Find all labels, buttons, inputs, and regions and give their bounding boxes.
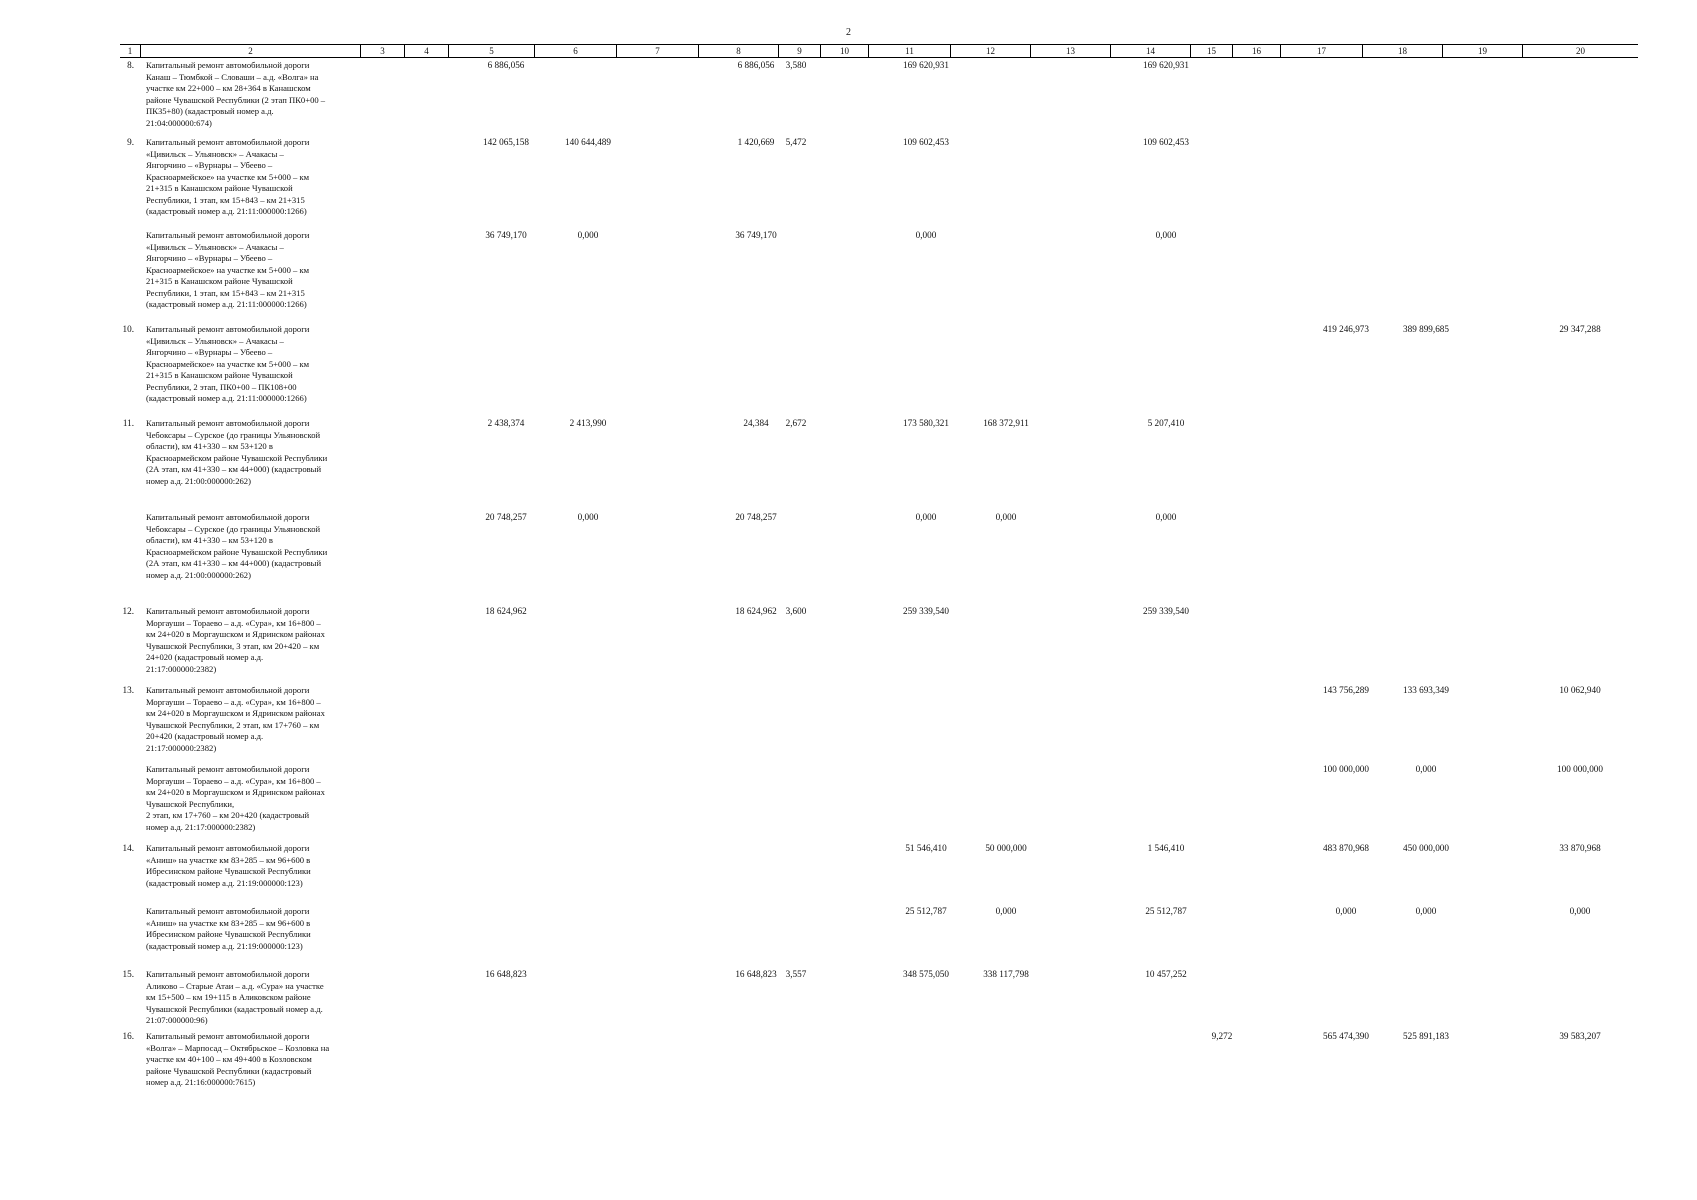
cell-col-8: 36 749,170	[735, 230, 777, 240]
cell-col-8: 20 748,257	[735, 512, 777, 522]
cell-col-11: 259 339,540	[903, 606, 949, 616]
cell-col-8: 24,384	[743, 418, 769, 428]
cell-col-20: 33 870,968	[1559, 843, 1601, 853]
cell-col-12: 0,000	[995, 512, 1017, 522]
cell-col-14: 169 620,931	[1143, 60, 1189, 70]
cell-col-9: 2,672	[785, 418, 807, 428]
cell-col-11: 109 602,453	[903, 137, 949, 147]
column-header: 11	[868, 45, 950, 57]
column-header: 3	[360, 45, 404, 57]
page-number: 2	[846, 27, 851, 38]
cell-col-5: 36 749,170	[485, 230, 527, 240]
cell-col-17: 419 246,973	[1323, 324, 1369, 334]
row-description: Капитальный ремонт автомобильной дороги «Цивильск – Ульяновск» – Ачакасы – Янгорчино – «Вурнары – Убеево – Красноармейское» на участке км 5+000 – км 21+315 в Канашском районе Чувашской Республики, 2 этап, ПК0+00 – ПК108+00 (кадастровый номер а.д. 21:11:000000:1266)	[146, 324, 310, 403]
cell-col-8: 18 624,962	[735, 606, 777, 616]
column-header: 2	[140, 45, 360, 57]
cell-col-8: 1 420,669	[737, 137, 775, 147]
row-description: Капитальный ремонт автомобильной дороги «Цивильск – Ульяновск» – Ачакасы – Янгорчино – «Вурнары – Убеево – Красноармейское» на участке км 5+000 – км 21+315 в Канашском районе Чувашской Республики, 1 этап, км 15+843 – км 21+315 (кадастровый номер а.д. 21:11:000000:1266)	[146, 230, 310, 309]
column-header: 9	[778, 45, 820, 57]
cell-col-6: 2 413,990	[569, 418, 607, 428]
cell-col-6: 0,000	[577, 512, 599, 522]
column-header: 8	[698, 45, 778, 57]
cell-col-20: 29 347,288	[1559, 324, 1601, 334]
cell-col-11: 348 575,050	[903, 969, 949, 979]
column-header: 18	[1362, 45, 1442, 57]
cell-col-18: 0,000	[1415, 906, 1437, 916]
cell-col-20: 10 062,940	[1559, 685, 1601, 695]
cell-col-5: 16 648,823	[485, 969, 527, 979]
row-description: Капитальный ремонт автомобильной дороги Чебоксары – Сурское (до границы Ульяновской области), км 41+330 – км 53+120 в Красноармейском районе Чувашской Республики (2А этап, км 41+330 – км 44+000) (кадастровый номер а.д. 21:00:000000:262)	[146, 418, 328, 486]
column-header: 5	[448, 45, 534, 57]
column-header: 4	[404, 45, 448, 57]
row-number: 15.	[122, 969, 134, 979]
column-header: 15	[1190, 45, 1232, 57]
column-header: 16	[1232, 45, 1280, 57]
column-header: 7	[616, 45, 698, 57]
row-number: 9.	[127, 137, 134, 147]
row-number: 12.	[122, 606, 134, 616]
cell-col-20: 100 000,000	[1557, 764, 1603, 774]
column-header: 19	[1442, 45, 1522, 57]
row-number: 10.	[122, 324, 134, 334]
cell-col-12: 50 000,000	[985, 843, 1027, 853]
cell-col-12: 0,000	[995, 906, 1017, 916]
row-description: Капитальный ремонт автомобильной дороги Моргауши – Тораево – а.д. «Сура», км 16+800 – км 24+020 в Моргаушском и Ядринском районах Чувашской Республики, 2 этап, км 17+760 – км 20+420 (кадастровый номер а.д. 21:17:000000:2382)	[146, 764, 325, 832]
cell-col-11: 25 512,787	[905, 906, 947, 916]
column-header: 14	[1110, 45, 1190, 57]
cell-col-17: 143 756,289	[1323, 685, 1369, 695]
cell-col-14: 5 207,410	[1147, 418, 1185, 428]
cell-col-14: 25 512,787	[1145, 906, 1187, 916]
cell-col-11: 51 546,410	[905, 843, 947, 853]
row-description: Капитальный ремонт автомобильной дороги Канаш – Тюмбкой – Словаши – а.д. «Волга» на участке км 22+000 – км 28+364 в Канашском районе Чувашской Республики (2 этап ПК0+00 – ПК35+80) (кадастровый номер а.д. 21:04:000000:674)	[146, 60, 326, 128]
cell-col-18: 389 899,685	[1403, 324, 1449, 334]
cell-col-18: 133 693,349	[1403, 685, 1449, 695]
cell-col-5: 20 748,257	[485, 512, 527, 522]
cell-col-9: 3,557	[785, 969, 807, 979]
row-description: Капитальный ремонт автомобильной дороги «Волга» – Марпосад – Октябрьское – Козловка на участке км 40+100 – км 49+400 в Козловском районе Чувашской Республики (кадастровый номер а.д. 21:16:000000:7615)	[146, 1031, 330, 1087]
cell-col-6: 140 644,489	[565, 137, 611, 147]
column-header: 1	[127, 46, 133, 56]
cell-col-18: 0,000	[1415, 764, 1437, 774]
cell-col-18: 450 000,000	[1403, 843, 1449, 853]
cell-col-17: 565 474,390	[1323, 1031, 1369, 1041]
cell-col-9: 5,472	[785, 137, 807, 147]
row-description: Капитальный ремонт автомобильной дороги Аликово – Старые Атаи – а.д. «Сура» на участке км 15+500 – км 19+115 в Аликовском районе Чувашской Республики (кадастровый номер а.д. 21:07:000000:96)	[146, 969, 324, 1025]
column-header: 17	[1280, 45, 1362, 57]
row-number: 13.	[122, 685, 134, 695]
cell-col-14: 0,000	[1155, 230, 1177, 240]
row-description: Капитальный ремонт автомобильной дороги Чебоксары – Сурское (до границы Ульяновской области), км 41+330 – км 53+120 в Красноармейском районе Чувашской Республики (2А этап, км 41+330 – км 44+000) (кадастровый номер а.д. 21:00:000000:262)	[146, 512, 328, 580]
cell-col-5: 18 624,962	[485, 606, 527, 616]
cell-col-6: 0,000	[577, 230, 599, 240]
cell-col-8: 16 648,823	[735, 969, 777, 979]
row-description: Капитальный ремонт автомобильной дороги «Аниш» на участке км 83+285 – км 96+600 в Ибресинском районе Чувашской Республики (кадастровый номер а.д. 21:19:000000:123)	[146, 843, 311, 888]
cell-col-18: 525 891,183	[1403, 1031, 1449, 1041]
cell-col-14: 10 457,252	[1145, 969, 1187, 979]
cell-col-17: 100 000,000	[1323, 764, 1369, 774]
cell-col-20: 0,000	[1569, 906, 1591, 916]
cell-col-9: 3,580	[785, 60, 807, 70]
cell-col-11: 0,000	[915, 512, 937, 522]
cell-col-12: 168 372,911	[983, 418, 1029, 428]
cell-col-20: 39 583,207	[1559, 1031, 1601, 1041]
cell-col-14: 1 546,410	[1147, 843, 1185, 853]
row-number: 14.	[122, 843, 134, 853]
row-description: Капитальный ремонт автомобильной дороги Моргауши – Тораево – а.д. «Сура», км 16+800 – км 24+020 в Моргаушском и Ядринском районах Чувашской Республики, 2 этап, км 17+760 – км 20+420 (кадастровый номер а.д. 21:17:000000:2382)	[146, 685, 325, 753]
row-number: 16.	[122, 1031, 134, 1041]
column-header: 10	[820, 45, 868, 57]
column-header-row	[120, 44, 1638, 58]
cell-col-14: 259 339,540	[1143, 606, 1189, 616]
row-description: Капитальный ремонт автомобильной дороги «Аниш» на участке км 83+285 – км 96+600 в Ибресинском районе Чувашской Республики (кадастровый номер а.д. 21:19:000000:123)	[146, 906, 311, 951]
cell-col-5: 2 438,374	[487, 418, 525, 428]
row-description: Капитальный ремонт автомобильной дороги «Цивильск – Ульяновск» – Ачакасы – Янгорчино – «Вурнары – Убеево – Красноармейское» на участке км 5+000 – км 21+315 в Канашском районе Чувашской Республики, 1 этап, км 15+843 – км 21+315 (кадастровый номер а.д. 21:11:000000:1266)	[146, 137, 310, 216]
column-header: 12	[950, 45, 1030, 57]
cell-col-17: 483 870,968	[1323, 843, 1369, 853]
cell-col-11: 169 620,931	[903, 60, 949, 70]
column-header: 6	[534, 45, 616, 57]
row-number: 8.	[127, 60, 134, 70]
cell-col-14: 0,000	[1155, 512, 1177, 522]
cell-col-14: 109 602,453	[1143, 137, 1189, 147]
cell-col-12: 338 117,798	[983, 969, 1029, 979]
cell-col-17: 0,000	[1335, 906, 1357, 916]
cell-col-11: 173 580,321	[903, 418, 949, 428]
column-header: 13	[1030, 45, 1110, 57]
cell-col-15: 9,272	[1211, 1031, 1233, 1041]
cell-col-8: 6 886,056	[737, 60, 775, 70]
cell-col-9: 3,600	[785, 606, 807, 616]
row-number: 11.	[122, 418, 134, 428]
cell-col-5: 6 886,056	[487, 60, 525, 70]
cell-col-5: 142 065,158	[483, 137, 529, 147]
row-description: Капитальный ремонт автомобильной дороги Моргауши – Тораево – а.д. «Сура», км 16+800 – км 24+020 в Моргаушском и Ядринском районах Чувашской Республики, 3 этап, км 20+420 – км 24+020 (кадастровый номер а.д. 21:17:000000:2382)	[146, 606, 325, 674]
cell-col-11: 0,000	[915, 230, 937, 240]
column-header: 20	[1522, 45, 1638, 57]
